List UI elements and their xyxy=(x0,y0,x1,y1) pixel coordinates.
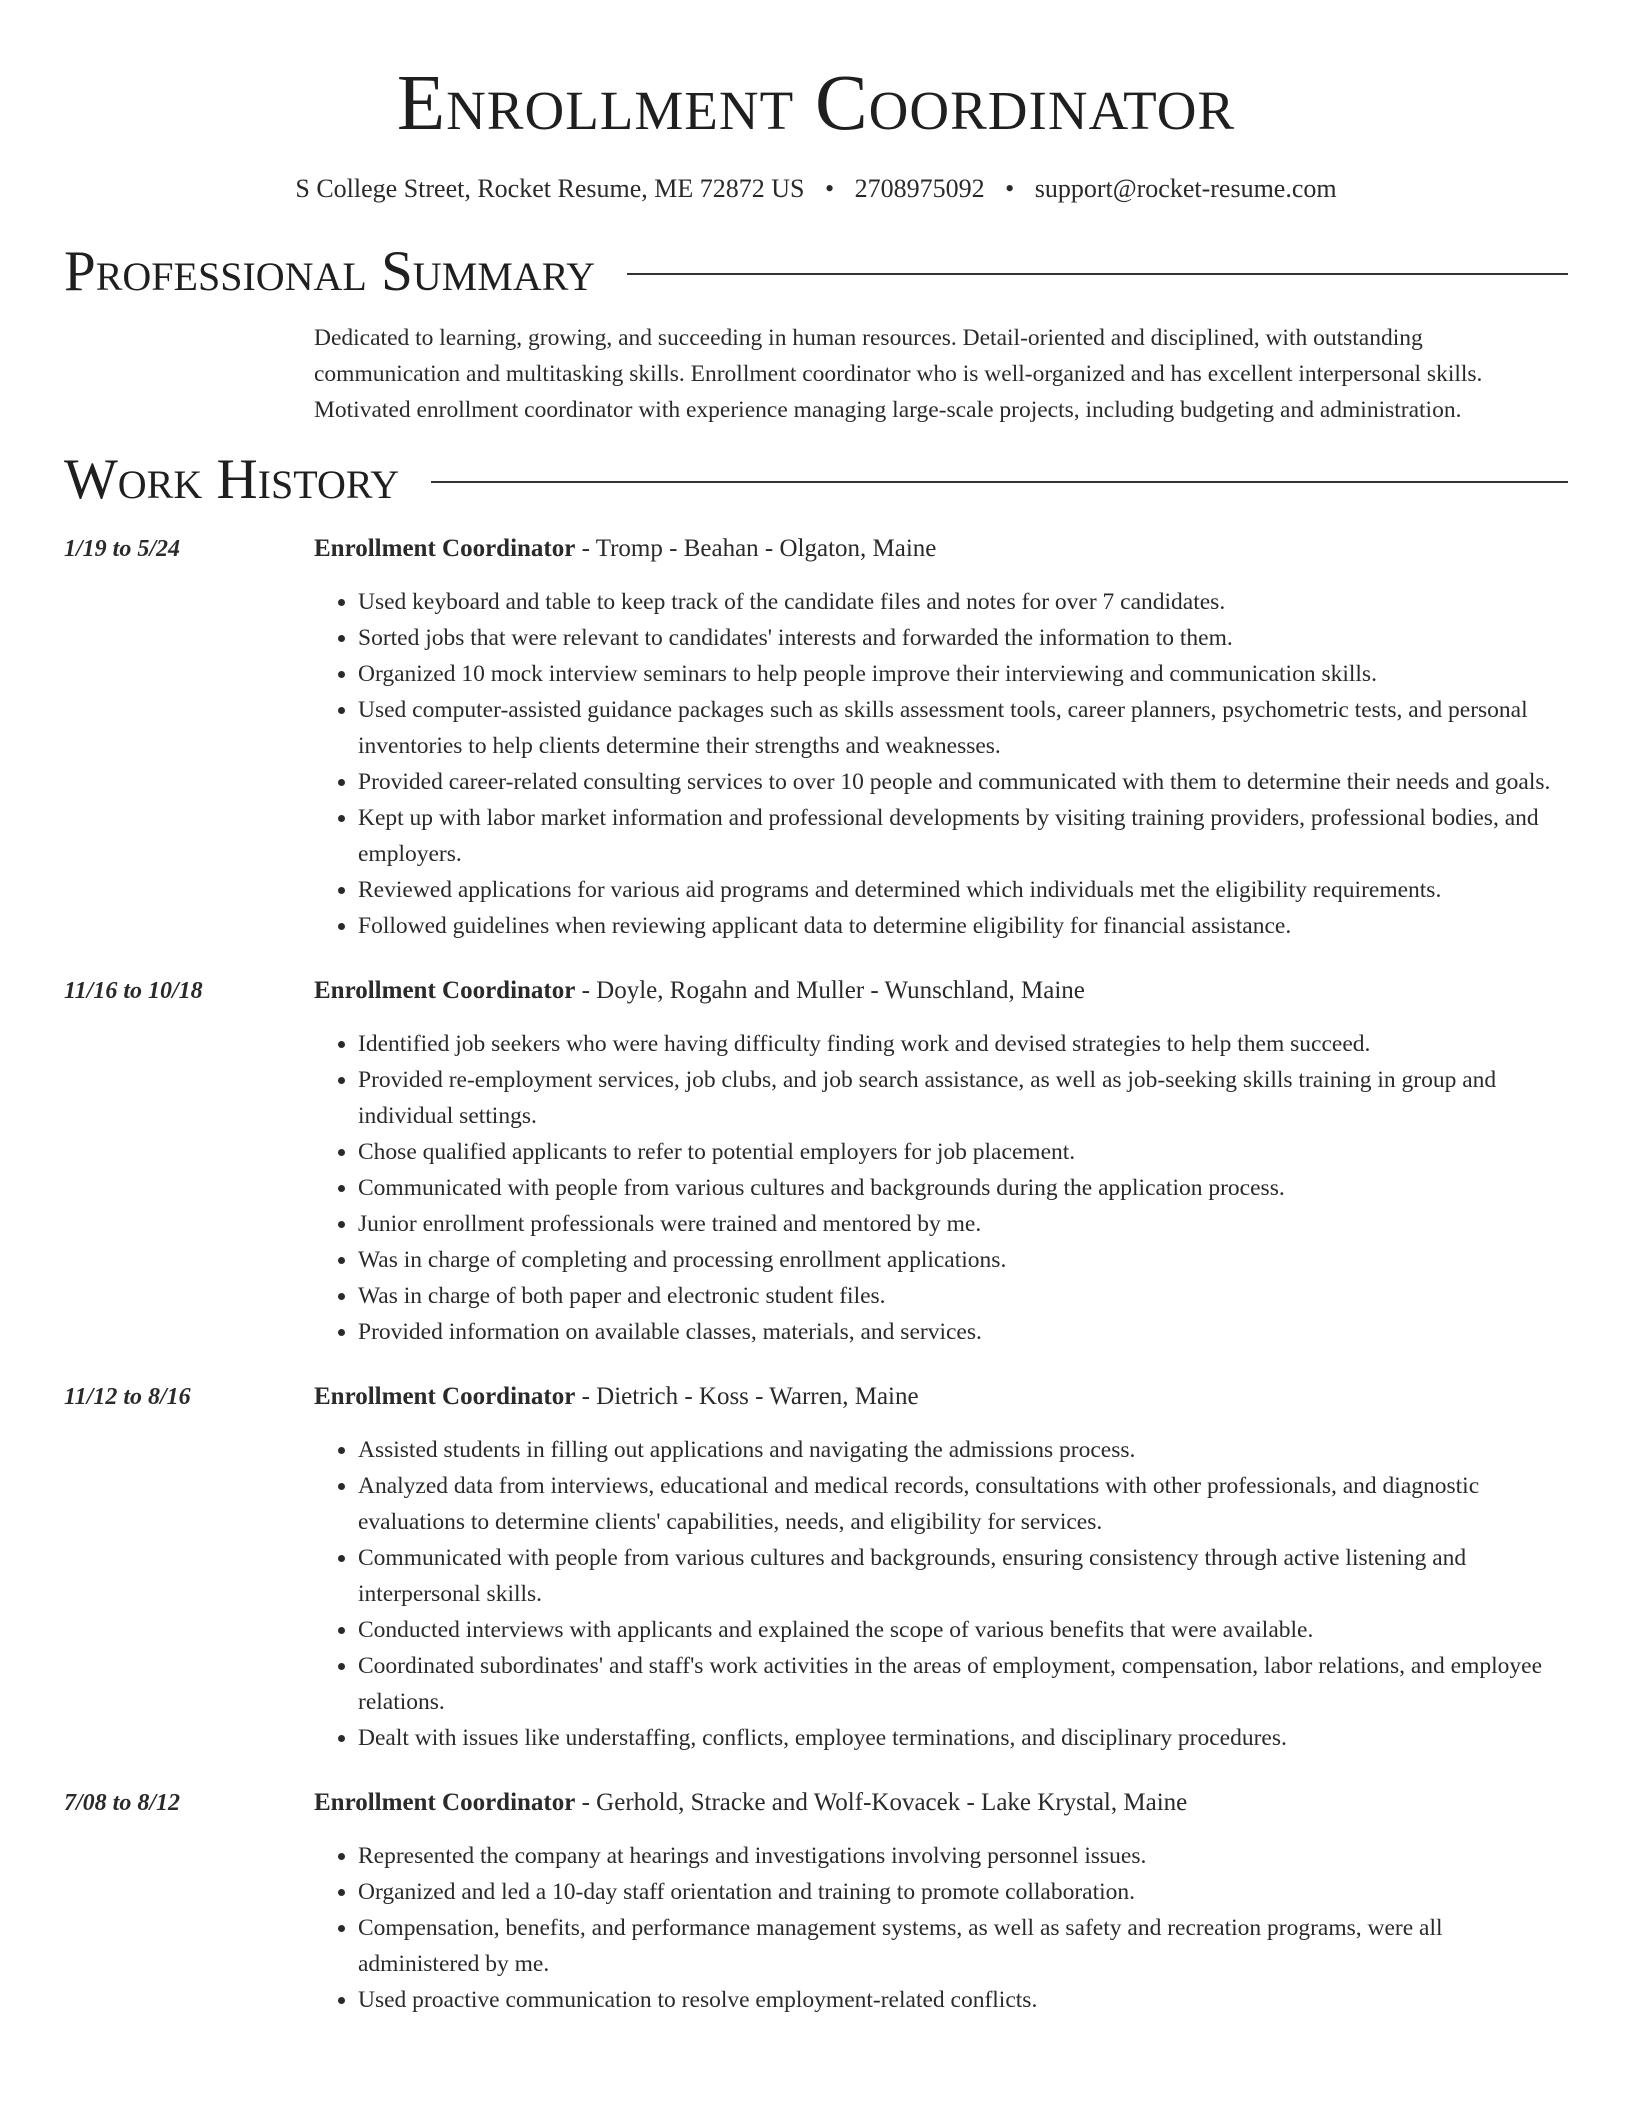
job-employer: - Tromp - Beahan - Olgaton, Maine xyxy=(575,535,937,562)
job-bullet: • Communicated with people from various cultures and backgrounds during the application process. xyxy=(358,1170,1568,1206)
work-history-heading: Work History xyxy=(64,448,400,511)
job-body xyxy=(314,1382,1568,1756)
job-body xyxy=(314,534,1568,944)
job-entry xyxy=(64,1382,1568,1756)
job-title-line xyxy=(314,1382,1568,1412)
work-history-section-header xyxy=(64,448,1568,512)
section-divider xyxy=(431,481,1568,483)
job-bullet: • Analyzed data from interviews, educational and medical records, consultations with other professionals, and diagnostic evaluations to determine clients' capabilities, needs, and eligibility for services. xyxy=(358,1468,1568,1540)
job-entry xyxy=(64,976,1568,1350)
job-bullet: • Sorted jobs that were relevant to candidates' interests and forwarded the information to them. xyxy=(358,620,1568,656)
job-bullet: • Compensation, benefits, and performance management systems, as well as safety and recreation programs, were all administered by me. xyxy=(358,1910,1568,1982)
job-entry xyxy=(64,1788,1568,2018)
job-bullet: • Identified job seekers who were having difficulty finding work and devised strategies to help them succeed. xyxy=(358,1026,1568,1062)
job-bullet: • Used proactive communication to resolve employment-related conflicts. xyxy=(358,1982,1568,2018)
job-employer: - Doyle, Rogahn and Muller - Wunschland, Maine xyxy=(575,977,1085,1004)
contact-separator: • xyxy=(824,174,835,203)
job-body xyxy=(314,976,1568,1350)
job-title-line xyxy=(314,976,1568,1006)
job-bullet: • Kept up with labor market information and professional developments by visiting training providers, professional bodies, and employers. xyxy=(358,800,1568,872)
job-bullet: • Reviewed applications for various aid programs and determined which individuals met the eligibility requirements. xyxy=(358,872,1568,908)
contact-email: support@rocket-resume.com xyxy=(1034,174,1337,203)
job-bullets xyxy=(314,1432,1568,1756)
job-dates: 11/16 to 10/18 xyxy=(64,978,203,1004)
job-bullet: • Conducted interviews with applicants and explained the scope of various benefits that were available. xyxy=(358,1612,1568,1648)
summary-heading: Professional Summary xyxy=(64,240,596,303)
job-bullet: • Provided information on available classes, materials, and services. xyxy=(358,1314,1568,1350)
job-bullet: • Provided career-related consulting services to over 10 people and communicated with them to determine their needs and goals. xyxy=(358,764,1568,800)
job-bullet: • Used computer-assisted guidance packages such as skills assessment tools, career planners, psychometric tests, and personal inventories to help clients determine their strengths and weaknesses. xyxy=(358,692,1568,764)
job-role: Enrollment Coordinator xyxy=(314,977,576,1004)
contact-address: S College Street, Rocket Resume, ME 72872 US xyxy=(295,174,805,203)
section-divider xyxy=(627,273,1568,275)
job-employer: - Gerhold, Stracke and Wolf-Kovacek - Lake Krystal, Maine xyxy=(575,1789,1188,1816)
job-role: Enrollment Coordinator xyxy=(314,535,576,562)
work-history-list xyxy=(64,534,1568,2018)
contact-phone: 2708975092 xyxy=(854,174,985,203)
job-bullet: • Dealt with issues like understaffing, conflicts, employee terminations, and disciplinary procedures. xyxy=(358,1720,1568,1756)
job-bullet: • Junior enrollment professionals were trained and mentored by me. xyxy=(358,1206,1568,1242)
job-bullet: • Organized and led a 10-day staff orientation and training to promote collaboration. xyxy=(358,1874,1568,1910)
job-bullet: • Assisted students in filling out applications and navigating the admissions process. xyxy=(358,1432,1568,1468)
job-bullet: • Followed guidelines when reviewing applicant data to determine eligibility for financial assistance. xyxy=(358,908,1568,944)
job-bullet: • Communicated with people from various cultures and backgrounds, ensuring consistency through active listening and interpersonal skills. xyxy=(358,1540,1568,1612)
job-entry xyxy=(64,534,1568,944)
summary-section-header xyxy=(64,240,1568,304)
job-bullet: • Was in charge of both paper and electronic student files. xyxy=(358,1278,1568,1314)
job-employer: - Dietrich - Koss - Warren, Maine xyxy=(575,1383,919,1410)
job-dates: 11/12 to 8/16 xyxy=(64,1384,191,1410)
job-dates: 7/08 to 8/12 xyxy=(64,1790,181,1816)
job-bullets xyxy=(314,584,1568,944)
contact-line xyxy=(64,172,1568,206)
job-title-line xyxy=(314,534,1568,564)
job-role: Enrollment Coordinator xyxy=(314,1383,576,1410)
resume-name-heading: Enrollment Coordinator xyxy=(396,60,1236,147)
job-bullet: • Organized 10 mock interview seminars to help people improve their interviewing and communication skills. xyxy=(358,656,1568,692)
job-bullet: • Chose qualified applicants to refer to potential employers for job placement. xyxy=(358,1134,1568,1170)
job-dates: 1/19 to 5/24 xyxy=(64,536,181,562)
job-bullets xyxy=(314,1838,1568,2018)
job-bullet: • Used keyboard and table to keep track of the candidate files and notes for over 7 candidates. xyxy=(358,584,1568,620)
job-bullets xyxy=(314,1026,1568,1350)
job-bullet: • Coordinated subordinates' and staff's work activities in the areas of employment, compensation, labor relations, and employee relations. xyxy=(358,1648,1568,1720)
job-bullet: • Provided re-employment services, job clubs, and job search assistance, as well as job-seeking skills training in group and individual settings. xyxy=(358,1062,1568,1134)
job-title-line xyxy=(314,1788,1568,1818)
summary-text: Dedicated to learning, growing, and succeeding in human resources. Detail-oriented and disciplined, with outstanding communication and multitasking skills. Enrollment coordinator who is well-organized and has excellent interpersonal skills. Motivated enrollment coordinator with experience managing large-scale projects, including budgeting and administration. xyxy=(314,325,1483,423)
job-body xyxy=(314,1788,1568,2018)
job-role: Enrollment Coordinator xyxy=(314,1789,576,1816)
job-bullet: • Was in charge of completing and processing enrollment applications. xyxy=(358,1242,1568,1278)
job-bullet: • Represented the company at hearings and investigations involving personnel issues. xyxy=(358,1838,1568,1874)
contact-separator: • xyxy=(1005,174,1015,203)
